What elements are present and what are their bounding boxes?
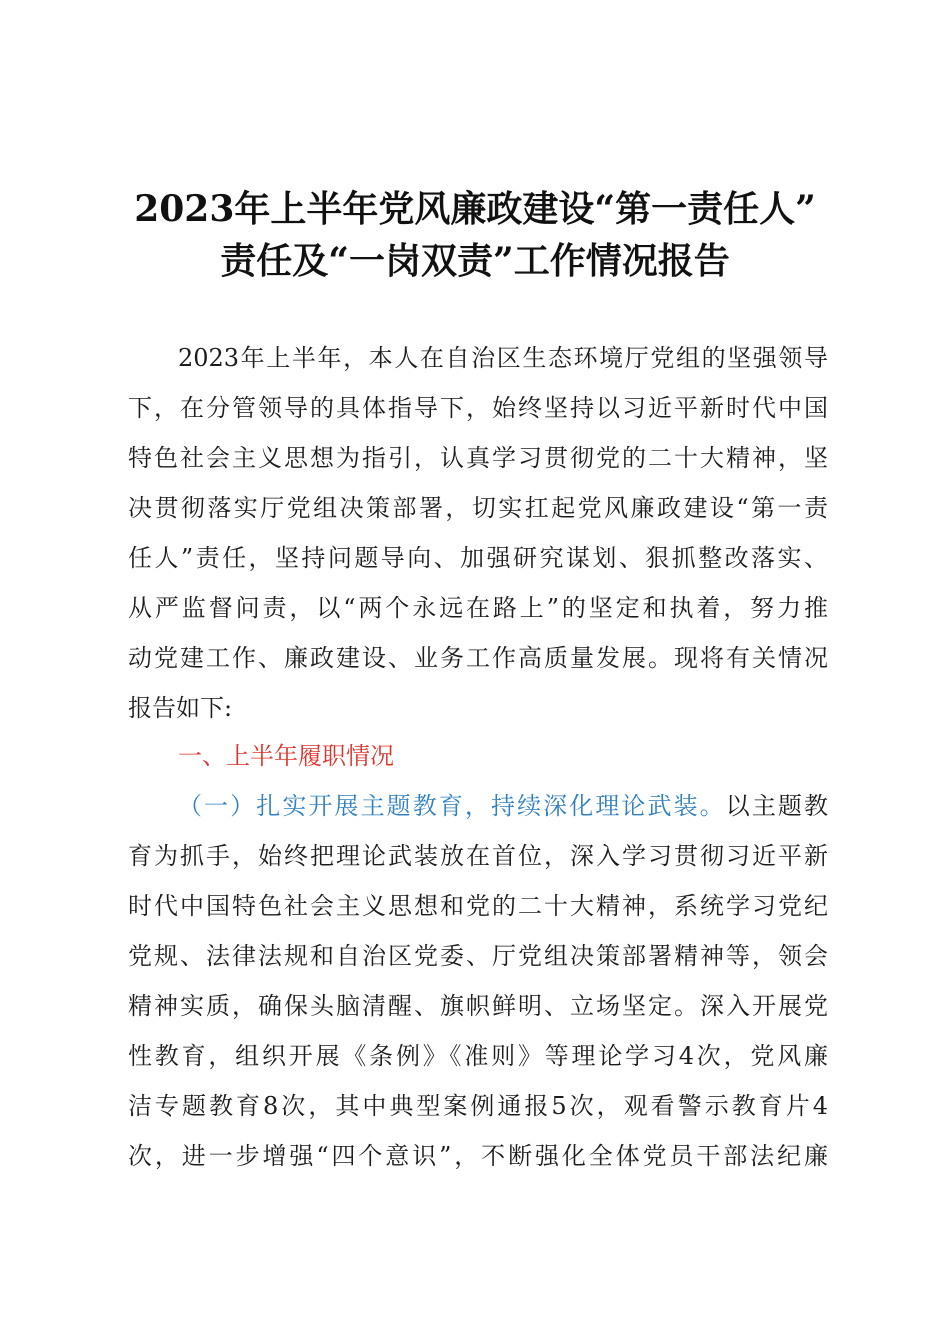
subsection-1-first-text: 以主题教 xyxy=(725,792,828,820)
subsection-1-heading: （一）扎实开展主题教育，持续深化理论武装。 xyxy=(178,792,726,820)
subsection-1-line-3: 时代中国特色社会主义思想和党的二十大精神，系统学习党纪 xyxy=(128,892,828,920)
intro-line-3: 特色社会主义思想为指引，认真学习贯彻党的二十大精神，坚 xyxy=(128,444,828,472)
intro-line-5: 任人”责任，坚持问题导向、加强研究谋划、狠抓整改落实、 xyxy=(128,544,828,572)
subsection-1-line-8: 次，进一步增强“四个意识”，不断强化全体党员干部法纪廉 xyxy=(128,1142,828,1170)
document-title-line-2: 责任及“一岗双责”工作情况报告 xyxy=(220,240,730,282)
subsection-1-line-5: 精神实质，确保头脑清醒、旗帜鲜明、立场坚定。深入开展党 xyxy=(128,992,828,1020)
subsection-1-line-7: 洁专题教育8次，其中典型案例通报5次，观看警示教育片4 xyxy=(128,1092,828,1120)
subsection-1-first-line xyxy=(178,780,828,832)
intro-line-8: 报告如下: xyxy=(128,694,233,722)
intro-line-1: 2023年上半年，本人在自治区生态环境厅党组的坚强领导 xyxy=(178,344,828,372)
intro-line-4: 决贯彻落实厅党组决策部署，切实扛起党风廉政建设“第一责 xyxy=(128,494,828,522)
subsection-1-line-4: 党规、法律法规和自治区党委、厅党组决策部署精神等，领会 xyxy=(128,942,828,970)
intro-line-2: 下，在分管领导的具体指导下，始终坚持以习近平新时代中国 xyxy=(128,394,828,422)
subsection-1-line-6: 性教育，组织开展《条例》《准则》等理论学习4次，党风廉 xyxy=(128,1042,828,1070)
intro-line-7: 动党建工作、廉政建设、业务工作高质量发展。现将有关情况 xyxy=(128,644,828,672)
document-title-line-1: 2023年上半年党风廉政建设“第一责任人” xyxy=(134,188,816,230)
section-1-heading: 一、上半年履职情况 xyxy=(178,742,394,770)
intro-line-6: 从严监督问责，以“两个永远在路上”的坚定和执着，努力推 xyxy=(128,594,828,622)
subsection-1-line-2: 育为抓手，始终把理论武装放在首位，深入学习贯彻习近平新 xyxy=(128,842,828,870)
